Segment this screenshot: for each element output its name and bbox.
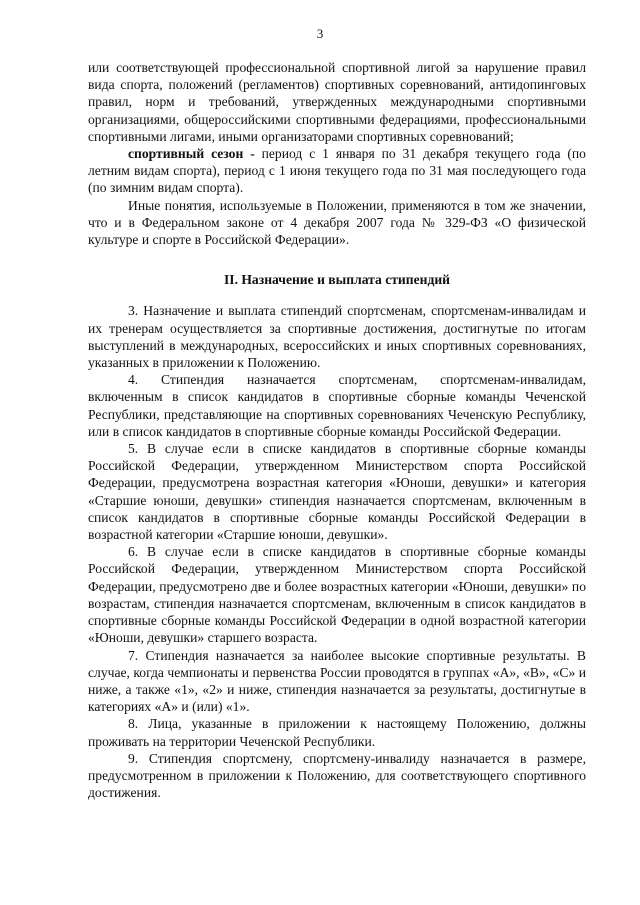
paragraph-continuation: или соответствующей профессиональной спортивной лигой за нарушение правил вида спорта, положений (регламентов) спортивных соревнований, антидопинговых правил, норм и требований, утвержденных международными спортивными организациями, общероссийскими спортивными федерациями, профессиональными спортивными лигами, иными организаторами спортивных соревнований; [88,60,586,144]
page-number: 3 [316,26,324,41]
paragraph-sports-season [88,145,586,197]
paragraph-8: 8. Лица, указанные в приложении к настоящему Положению, должны проживать на территории Чеченской Республики. [88,716,586,749]
paragraph-9: 9. Стипендия спортсмену, спортсмену-инвалиду назначается в размере, предусмотренном в приложении к Положению, для соответствующего спортивного достижения. [88,750,586,801]
definition-sports-season: период с 1 января по 31 декабря текущего года (по летним видам спорта), период с 1 июня текущего года по 31 мая последующего года (по зимним видам спорта). [88,146,586,196]
paragraph-other-terms: Иные понятия, используемые в Положении, применяются в том же значении, что и в Федеральном законе от 4 декабря 2007 года № 329-ФЗ «О физической культуре и спорте в Российской Федерации». [88,197,586,248]
paragraph-4: 4. Стипендия назначается спортсменам, спортсменам-инвалидам, включенным в список кандидатов в спортивные сборные команды Чеченской Республики, представляющие на спортивных соревнованиях Чеченскую Республику, или в список кандидатов в спортивные сборные команды Российской Федерации. [88,372,586,439]
paragraph-7: 7. Стипендия назначается за наиболее высокие спортивные результаты. В случае, когда чемпионаты и первенства России проводятся в группах «А», «В», «С» и ниже, а также «1», «2» и ниже, стипендия назначается за результаты, достигнутые в категориях «А» и (или) «1». [88,647,586,715]
section-title: II. Назначение и выплата стипендий [223,272,450,288]
paragraph-6: 6. В случае если в списке кандидатов в спортивные сборные команды Российской Федерации, утвержденном Министерством спорта Российской Федерации, предусмотрено две и более возрастных категории «Юноши, девушки» по возрастам, стипендия назначается спортсменам, включенным в список кандидатов в спортивные сборные команды Российской Федерации в одной возрастной категории «Юноши, девушки» старшего возраста. [88,544,586,646]
document-body [88,59,586,801]
term-sports-season: спортивный сезон - [128,146,255,162]
paragraph-3: 3. Назначение и выплата стипендий спортсменам, спортсменам-инвалидам и их тренерам осуществляется за спортивные достижения, достигнутые по итогам выступлений в международных, всероссийских и иных спортивных соревнованиях, указанных в приложении к Положению. [88,303,586,371]
paragraph-5: 5. В случае если в списке кандидатов в спортивные сборные команды Российской Федерации, утвержденном Министерством спорта Российской Федерации, предусмотрена возрастная категория «Юноши, девушки» и категория «Старшие юноши, девушки» стипендия назначается спортсменам, включенным в список кандидатов в спортивные сборные команды Российской Федерации в возрастной категории «Старшие юноши, девушки». [88,441,586,543]
